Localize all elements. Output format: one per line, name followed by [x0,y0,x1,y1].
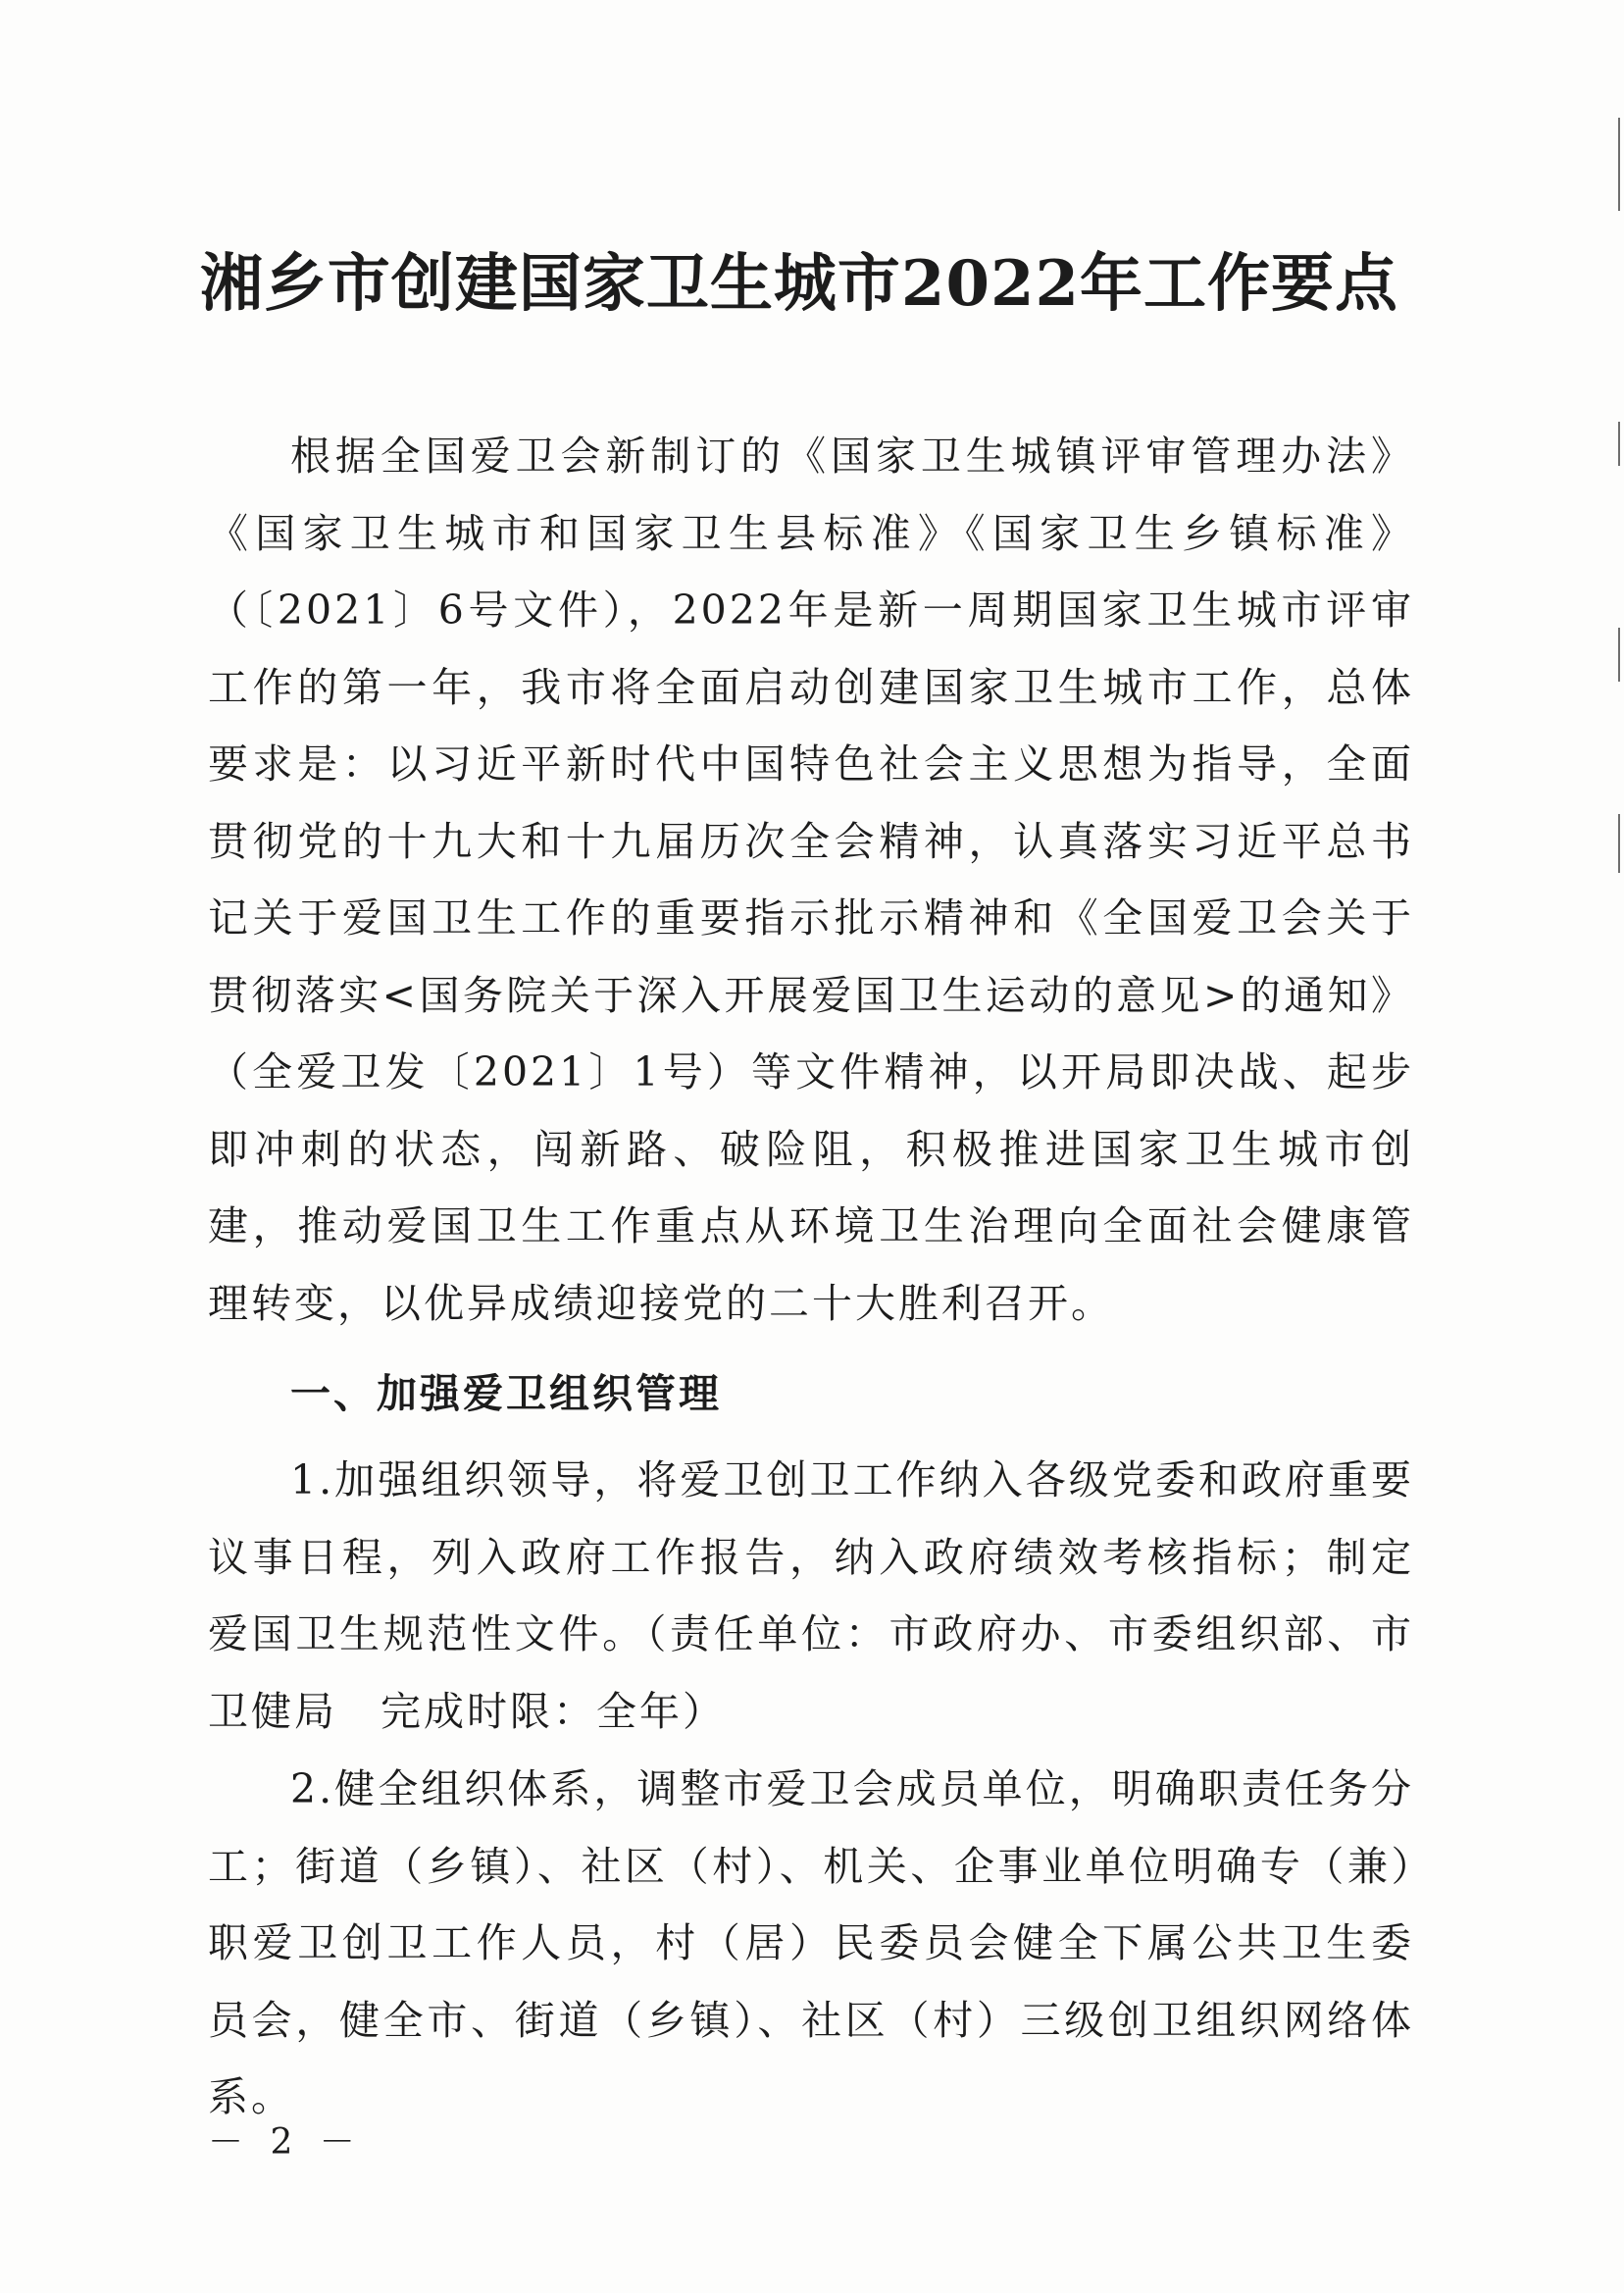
list-item-2: 2.健全组织体系，调整市爱卫会成员单位，明确职责任务分工；街道（乡镇）、社区（村）、机关、企事业单位明确专（兼）职爱卫创卫工作人员，村（居）民委员会健全下属公共卫生委员会，健全市、街道（乡镇）、社区（村）三级创卫组织网络体系。 [208,1765,1414,2120]
list-item-1: 1.加强组织领导，将爱卫创卫工作纳入各级党委和政府重要议事日程，列入政府工作报告，纳入政府绩效考核指标；制定爱国卫生规范性文件。（责任单位：市政府办、市委组织部、市卫健局 完成时限：全年） [208,1456,1414,1735]
scan-edge-mark [1618,628,1620,682]
section-heading: 一、加强爱卫组织管理 [290,1370,722,1417]
scan-edge-mark [1618,118,1620,211]
scan-edge-mark [1618,814,1620,873]
intro-paragraph: 根据全国爱卫会新制订的《国家卫生城镇评审管理办法》《国家卫生城市和国家卫生县标准》《国家卫生乡镇标准》（〔2021〕6号文件），2022年是新一周期国家卫生城市评审工作的第一年，我市将全面启动创建国家卫生城市工作，总体要求是：以习近平新时代中国特色社会主义思想为指导，全面贯彻党的十九大和十九届历次全会精神，认真落实习近平总书记关于爱国卫生工作的重要指示批示精神和《全国爱卫会关于贯彻落实<国务院关于深入开展爱国卫生运动的意见>的通知》（全爱卫发〔2021〕1号）等文件精神，以开局即决战、起步即冲刺的状态，闯新路、破险阻，积极推进国家卫生城市创建，推动爱国卫生工作重点从环境卫生治理向全面社会健康管理转变，以优异成绩迎接党的二十大胜利召开。 [208,433,1414,1327]
page-number: － 2 － [208,2122,363,2163]
document-title: 湘乡市创建国家卫生城市2022年工作要点 [199,247,1399,321]
scan-edge-mark [1618,422,1620,466]
